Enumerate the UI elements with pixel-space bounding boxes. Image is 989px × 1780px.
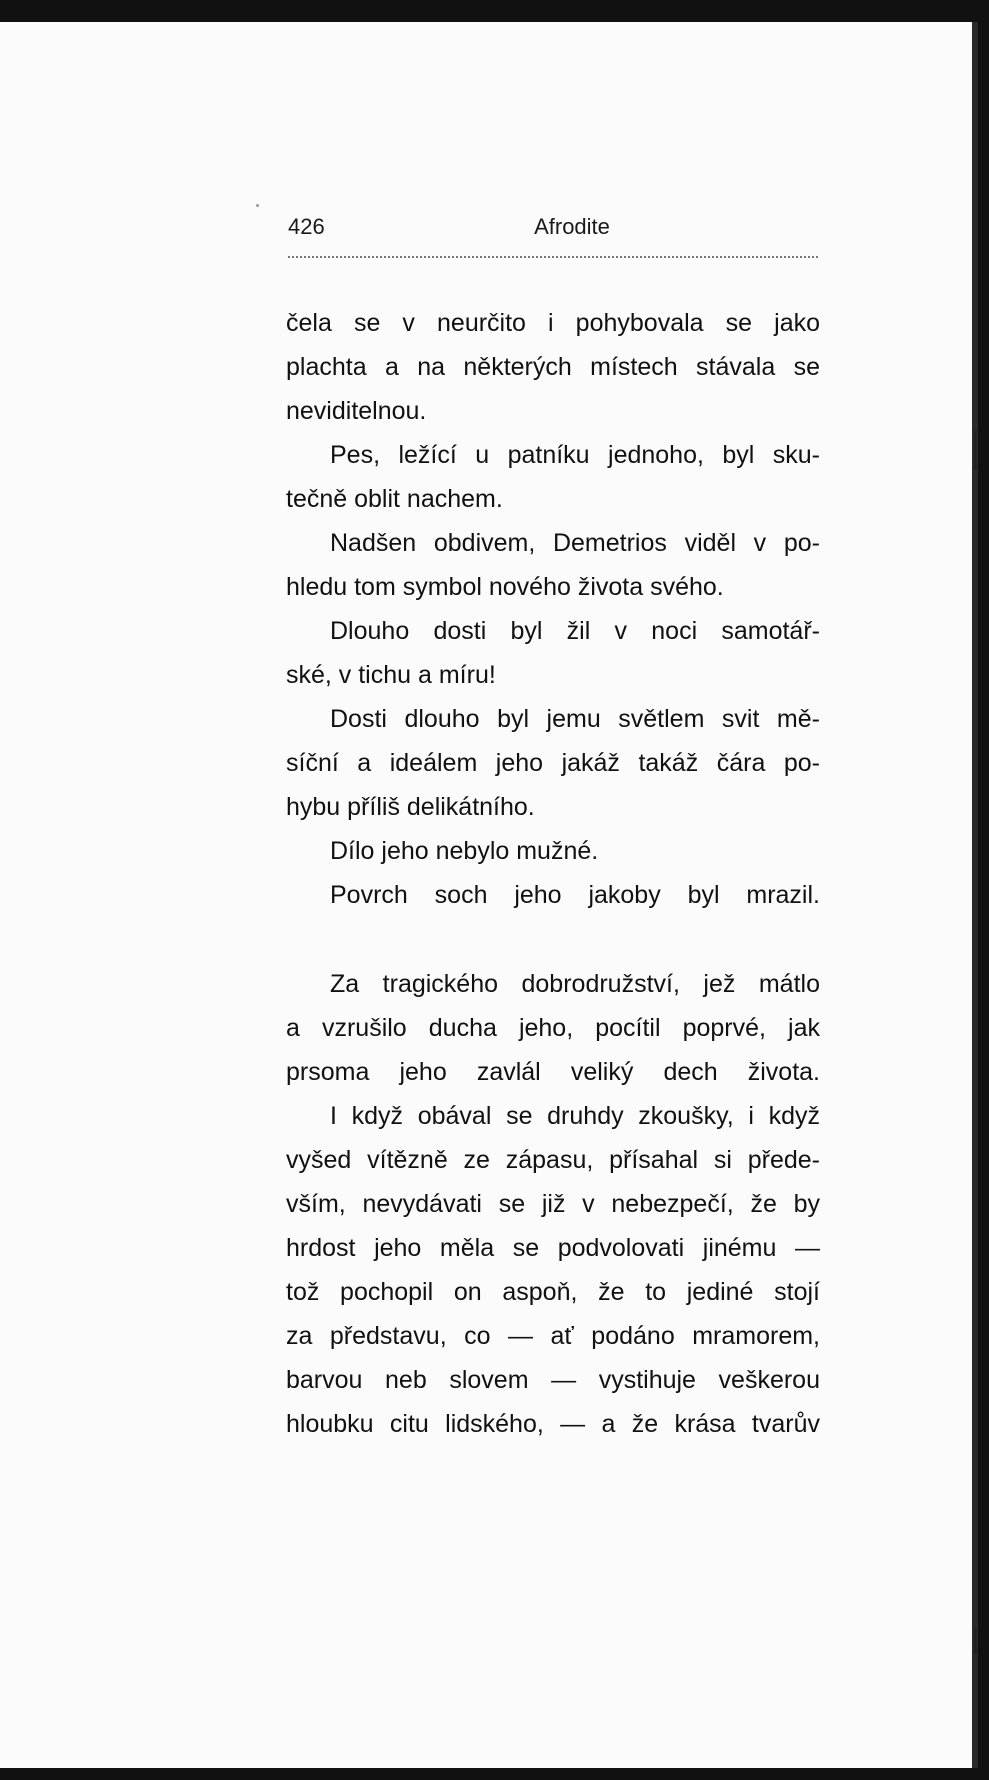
text-line: čela se v neurčito i pohybovala se jako [286,309,820,337]
text-line: síční a ideálem jeho jakáž takáž čára po- [286,749,820,777]
text-line: Dílo jeho nebylo mužné. [330,837,599,865]
text-line: Dosti dlouho byl jemu světlem svit mě- [330,705,820,733]
page-edge-shadow [972,22,978,1768]
text-line: tečně oblit nachem. [286,485,503,513]
binding-mark [974,1628,977,1654]
text-line: I když obával se druhdy zkoušky, i když [330,1102,820,1130]
text-line: a vzrušilo ducha jeho, pocítil poprvé, jak [286,1014,820,1042]
text-line: Pes, ležící u patníku jednoho, byl sku- [330,441,820,469]
text-block [286,301,820,917]
text-line: prsoma jeho zavlál veliký dech života. [286,1058,820,1086]
scan-dust [256,204,259,207]
text-line: Dlouho dosti byl žil v noci samotář- [330,617,820,645]
page-number: 426 [288,214,325,239]
running-header [288,206,818,246]
text-line: Nadšen obdivem, Demetrios viděl v po- [330,529,820,557]
text-line: hloubku citu lidského, — a že krása tvarův [286,1410,820,1438]
text-line: hybu příliš delikátního. [286,793,535,821]
text-line: vším, nevydávati se již v nebezpečí, že by [286,1190,820,1218]
text-line: vyšed vítězně ze zápasu, přísahal si přede- [286,1146,820,1174]
text-line: ské, v tichu a míru! [286,661,496,689]
text-line: plachta a na některých místech stávala se [286,353,820,381]
header-rule [288,256,818,258]
text-line: tož pochopil on aspoň, že to jediné stojí [286,1278,820,1306]
text-line: hrdost jeho měla se podvolovati jinému — [286,1234,820,1262]
text-line: Povrch soch jeho jakoby byl mrazil. [330,881,820,909]
running-title: Afrodite [534,214,610,239]
text-line: neviditelnou. [286,397,427,425]
text-line: Za tragického dobrodružství, jež mátlo [330,970,820,998]
binding-mark [974,430,977,470]
text-line: za představu, co — ať podáno mramorem, [286,1322,820,1350]
text-line: hledu tom symbol nového života svého. [286,573,724,601]
text-block [286,962,820,1446]
text-line: barvou neb slovem — vystihuje veškerou [286,1366,820,1394]
